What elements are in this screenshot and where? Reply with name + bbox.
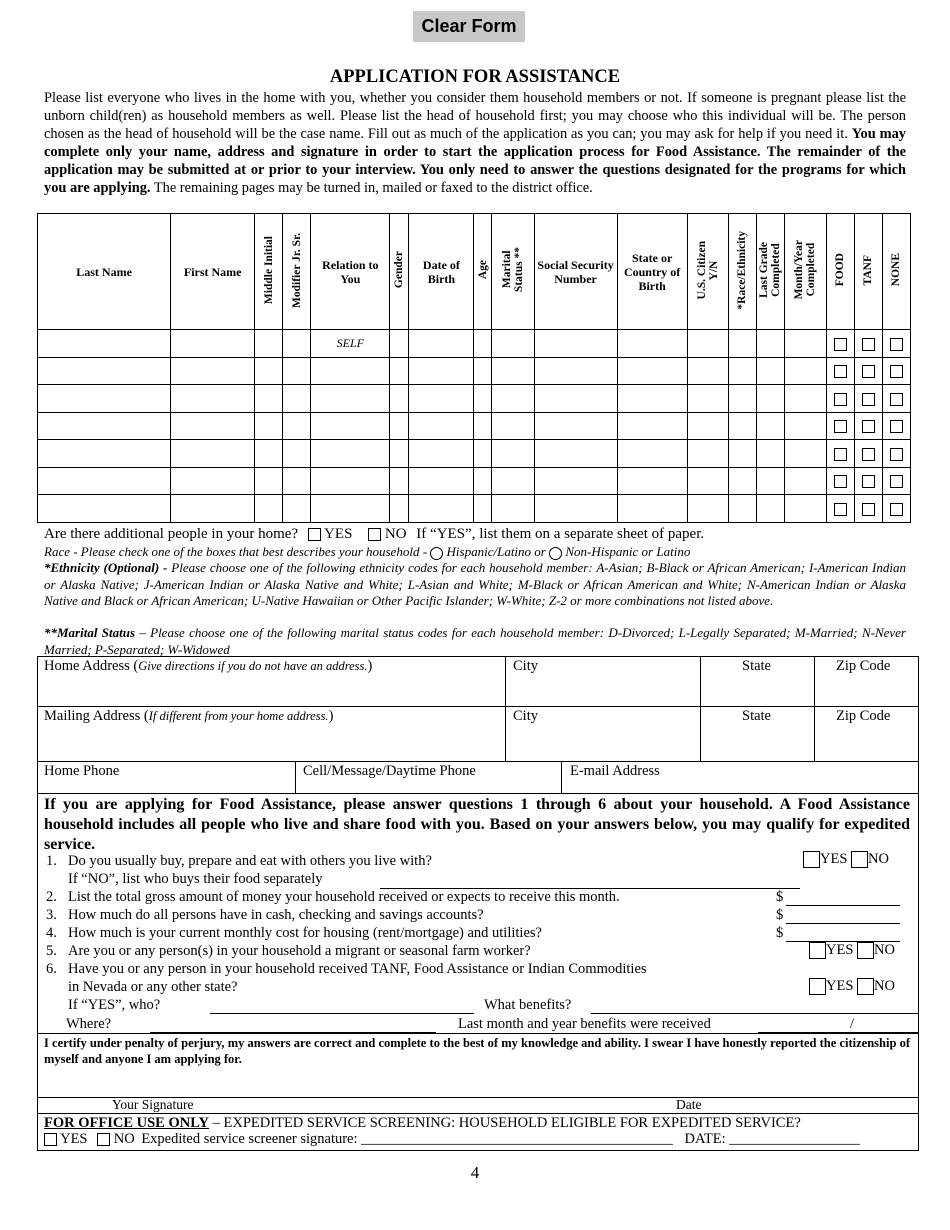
table-row [38,440,911,468]
col-age-label: Age [476,260,489,280]
table-cell[interactable] [390,357,409,385]
table-cell[interactable] [687,495,728,523]
table-cell [854,467,882,495]
mailing-zip-label: Zip Code [836,708,891,724]
col-none [882,214,910,330]
tanf-checkbox[interactable] [862,475,875,488]
food-checkbox[interactable] [834,475,847,488]
q5-no-label: NO [874,942,895,959]
intro-paragraph [44,89,906,197]
table-cell[interactable] [409,467,474,495]
table-cell[interactable] [171,440,255,468]
question-4-text: How much is your current monthly cost for housing (rent/mortgage) and utilities? [68,925,542,941]
table-cell [826,440,854,468]
table-cell[interactable] [687,357,728,385]
table-cell[interactable] [38,357,171,385]
table-cell[interactable] [171,357,255,385]
additional-yes-label: YES [324,526,353,542]
table-cell[interactable] [311,385,390,413]
table-cell[interactable] [311,412,390,440]
none-checkbox[interactable] [890,393,903,406]
table-cell[interactable] [409,495,474,523]
col-month-year-label: Month/Year Completed [793,240,818,300]
office-date-field[interactable]: DATE: __________________ [684,1131,860,1147]
table-cell[interactable] [255,495,283,523]
table-cell[interactable] [756,440,784,468]
q6-no-label: NO [874,978,895,995]
table-cell[interactable] [390,412,409,440]
col-modifier-label: Modifier Jr. Sr. [290,232,303,308]
none-checkbox[interactable] [890,338,903,351]
table-cell[interactable] [728,412,756,440]
ethnicity-text: Please choose one of the following ethnicity codes for each household member: A-Asian; B-Black or African American; I-American Indian or Alaska Native; J-American Indian or Alaska Native and White; L-Asian and White; M-Black or African American and White; N-American Indian or Alaska Native and Black or African American; U-Native Hawaiian or Other Pacific Islander; W-White; Z-2 or more combinations not listed above. [44,560,906,608]
table-cell [826,357,854,385]
q2-amount-field[interactable] [776,889,783,906]
question-5-yes-no [809,942,895,959]
table-cell[interactable] [409,330,474,358]
table-cell[interactable] [171,467,255,495]
question-6 [46,961,647,978]
table-cell[interactable] [283,330,311,358]
col-none-label: NONE [890,253,903,287]
q5-no-checkbox[interactable] [857,942,874,959]
q4-amount-field[interactable] [776,925,783,942]
table-row [38,385,911,413]
question-6-text: Have you or any person in your household received TANF, Food Assistance or Indian Commodities [68,961,647,977]
home-phone-label: Home Phone [44,763,120,779]
table-cell [826,412,854,440]
table-cell[interactable] [784,412,826,440]
table-cell[interactable] [534,495,617,523]
question-2 [46,889,620,906]
table-cell [882,330,910,358]
home-address-label [44,658,372,675]
table-cell[interactable] [534,330,617,358]
home-address-text: Home Address ( [44,658,139,674]
table-row [38,495,911,523]
col-age [474,214,492,330]
table-header-row [38,214,911,330]
home-address-end: ) [367,658,373,674]
non-hispanic-radio[interactable] [549,547,562,560]
table-cell[interactable] [687,412,728,440]
table-cell [826,467,854,495]
table-cell[interactable] [756,412,784,440]
none-checkbox[interactable] [890,420,903,433]
table-body [38,330,911,523]
who-field[interactable] [210,1013,474,1014]
intro-text: Please list everyone who lives in the home with you, whether you consider them household members or not. If someone is pregnant please list the unborn child(ren) as household members as well. Please list the head of household first; you may choose who this individual will be. The person chosen as the head of household will be the case name. Fill out as much of the application as you can; you may ask for help if you need it. [44,90,906,142]
table-cell[interactable] [687,440,728,468]
table-cell[interactable] [390,467,409,495]
col-relation: Relation to You [311,214,390,330]
table-cell [826,385,854,413]
table-cell[interactable] [38,440,171,468]
table-cell[interactable] [728,440,756,468]
home-state-label: State [742,658,771,674]
table-cell[interactable] [756,357,784,385]
question-1 [46,853,432,870]
table-cell[interactable] [390,385,409,413]
table-row [38,330,911,358]
table-cell[interactable] [492,467,534,495]
table-cell[interactable] [171,385,255,413]
table-cell[interactable] [311,467,390,495]
col-citizen-label: U.S. Citizen Y/N [695,240,720,300]
table-cell[interactable] [687,467,728,495]
ethnicity-note [44,560,906,610]
table-cell[interactable] [784,385,826,413]
mailing-city-label: City [513,708,538,724]
question-3-number: 3. [46,907,57,923]
table-cell[interactable] [409,385,474,413]
table-cell[interactable] [171,330,255,358]
table-cell[interactable] [474,440,492,468]
page-number: 4 [470,1163,480,1182]
question-1-number: 1. [46,853,57,869]
col-food [826,214,854,330]
question-4-number: 4. [46,925,57,941]
table-cell[interactable] [409,412,474,440]
table-cell[interactable] [617,357,687,385]
table-cell [882,495,910,523]
marital-text: – Please choose one of the following marital status codes for each household member: D-Divorced; L-Legally Separated; M-Married; N-Never Married; P-Separated; W-Widowed [44,625,906,657]
q5-yes-label: YES [826,942,854,959]
tanf-checkbox[interactable] [862,448,875,461]
office-screening-line [44,1131,860,1148]
additional-no-label: NO [384,526,407,542]
table-cell[interactable] [171,412,255,440]
question-6-number: 6. [46,961,57,977]
table-cell[interactable] [255,385,283,413]
cell-phone-label: Cell/Message/Daytime Phone [303,763,476,779]
mailing-address-note: If different from your home address. [148,709,329,723]
col-grade [756,214,784,330]
col-modifier [283,214,311,330]
page-title: APPLICATION FOR ASSISTANCE [329,67,621,87]
table-cell[interactable] [492,330,534,358]
table-cell[interactable] [38,385,171,413]
mailing-address-end: ) [328,708,334,724]
table-cell[interactable] [283,412,311,440]
question-2-text: List the total gross amount of money your household received or expects to receive this month. [68,889,620,905]
home-city-label: City [513,658,538,674]
table-cell[interactable] [38,330,171,358]
table-cell[interactable] [38,467,171,495]
table-cell[interactable] [756,467,784,495]
none-checkbox[interactable] [890,503,903,516]
question-1-text: Do you usually buy, prepare and eat with others you live with? [68,853,432,869]
question-6b: in Nevada or any other state? [68,979,238,995]
table-cell [854,357,882,385]
col-month-year [784,214,826,330]
col-race-label: *Race/Ethnicity [736,230,749,310]
question-1-yes-no [803,851,889,868]
col-last-name: Last Name [38,214,171,330]
table-cell[interactable] [38,412,171,440]
table-cell [854,495,882,523]
q1-yes-label: YES [820,851,848,868]
table-cell[interactable] [390,495,409,523]
question-2-number: 2. [46,889,57,905]
table-cell [882,385,910,413]
certification-text: I certify under penalty of perjury, my answers are correct and complete to the best of my knowledge and ability. I swear I have honestly reported the citizenship of myself and anyone I am applying for. [44,1036,910,1066]
office-no-checkbox[interactable] [97,1133,110,1146]
table-cell[interactable] [283,385,311,413]
table-cell[interactable] [728,330,756,358]
office-yes-label: YES [60,1131,88,1147]
marital-label: **Marital Status [44,625,136,640]
hispanic-radio[interactable] [430,547,443,560]
food-checkbox[interactable] [834,393,847,406]
col-grade-label: Last Grade Completed [758,242,783,298]
q6-no-checkbox[interactable] [857,978,874,995]
clear-form-button[interactable]: Clear Form [413,11,525,42]
table-cell [854,330,882,358]
table-cell[interactable] [617,385,687,413]
table-cell[interactable] [617,495,687,523]
tanf-checkbox[interactable] [862,365,875,378]
mailing-address-text: Mailing Address ( [44,708,149,724]
tanf-checkbox[interactable] [862,338,875,351]
question-6-yes-no [809,978,895,995]
col-race [728,214,756,330]
none-checkbox[interactable] [890,475,903,488]
table-row [38,467,911,495]
col-dob: Date of Birth [409,214,474,330]
table-cell [882,467,910,495]
table-row [38,412,911,440]
table-cell[interactable] [409,440,474,468]
intro-tail-text: The remaining pages may be turned in, mailed or faxed to the district office. [150,180,593,196]
table-cell[interactable] [728,467,756,495]
table-cell[interactable] [784,467,826,495]
q1-no-label: NO [868,851,889,868]
if-yes-who-label: If “YES”, who? [68,997,161,1013]
table-cell[interactable] [255,467,283,495]
question-1b: If “NO”, list who buys their food separately [68,871,323,887]
food-assistance-heading: If you are applying for Food Assistance, please answer questions 1 through 6 about your household. A Food Assistance household includes all people who live and share food with you. Based on your answers below, you may qualify for expedited service. [44,796,910,853]
question-5-text: Are you or any person(s) in your household a migrant or seasonal farm worker? [68,943,531,959]
q6-yes-checkbox[interactable] [809,978,826,995]
table-cell[interactable] [474,412,492,440]
office-use-text: – EXPEDITED SERVICE SCREENING: HOUSEHOLD ELIGIBLE FOR EXPEDITED SERVICE? [209,1115,801,1131]
table-cell[interactable] [756,385,784,413]
table-cell[interactable] [534,385,617,413]
table-cell[interactable] [474,330,492,358]
table-cell[interactable] [617,440,687,468]
table-cell[interactable] [534,440,617,468]
col-citizen [687,214,728,330]
q2-dollar: $ [776,889,784,906]
q4-dollar: $ [776,925,784,942]
tanf-checkbox[interactable] [862,503,875,516]
table-cell[interactable] [784,440,826,468]
table-cell[interactable] [687,330,728,358]
additional-note: If “YES”, list them on a separate sheet of paper. [416,526,705,542]
ethnicity-label: *Ethnicity (Optional) - [44,560,168,575]
home-address-note: Give directions if you do not have an address. [138,659,368,673]
table-cell[interactable] [617,330,687,358]
table-cell[interactable] [492,440,534,468]
home-zip-label: Zip Code [836,658,891,674]
table-cell[interactable] [534,467,617,495]
question-3-text: How much do all persons have in cash, checking and savings accounts? [68,907,484,923]
table-cell[interactable] [390,440,409,468]
tanf-checkbox[interactable] [862,420,875,433]
table-cell[interactable] [283,357,311,385]
additional-yes-checkbox[interactable] [308,528,321,541]
table-cell[interactable] [784,357,826,385]
col-food-label: FOOD [834,253,847,287]
food-checkbox[interactable] [834,365,847,378]
what-benefits-label: What benefits? [484,997,572,1013]
table-cell [854,440,882,468]
q3-amount-field[interactable] [776,907,783,924]
table-cell[interactable] [617,467,687,495]
table-cell[interactable] [617,412,687,440]
table-cell[interactable] [492,357,534,385]
q6-yes-label: YES [826,978,854,995]
table-cell[interactable] [728,385,756,413]
table-cell[interactable] [311,440,390,468]
date-label: Date [676,1097,702,1112]
office-no-label: NO [113,1131,135,1147]
table-cell[interactable]: SELF [311,330,390,358]
none-checkbox[interactable] [890,448,903,461]
race-line [44,544,690,560]
tanf-checkbox[interactable] [862,393,875,406]
intro-bold-text: You may complete only your name, address and signature in order to start the application process for Food Assistance. The remainder of the application may be submitted at or prior to your interview. You only need to answer the questions designated for the programs for which you are applying. [44,126,906,196]
food-checkbox[interactable] [834,420,847,433]
mailing-address-label [44,708,333,725]
food-checkbox[interactable] [834,338,847,351]
hispanic-label: Hispanic/Latino or [446,544,546,559]
table-cell[interactable] [492,385,534,413]
table-row [38,357,911,385]
table-cell[interactable] [756,330,784,358]
benefits-field[interactable] [591,1013,918,1014]
last-month-field[interactable] [758,1032,918,1033]
table-cell[interactable] [311,357,390,385]
col-gender [390,214,409,330]
table-cell [854,385,882,413]
food-checkbox[interactable] [834,503,847,516]
table-cell[interactable] [255,357,283,385]
table-cell[interactable] [534,412,617,440]
table-cell[interactable] [409,357,474,385]
table-cell[interactable] [390,330,409,358]
table-cell [854,412,882,440]
mailing-state-label: State [742,708,771,724]
table-cell[interactable] [171,495,255,523]
table-cell[interactable] [283,467,311,495]
table-cell[interactable] [756,495,784,523]
none-checkbox[interactable] [890,365,903,378]
question-3 [46,907,484,924]
office-use-line [44,1115,801,1132]
q1-yes-checkbox[interactable] [803,851,820,868]
col-middle-initial-label: Middle Initial [262,235,275,305]
table-cell [826,495,854,523]
table-cell [826,330,854,358]
col-tanf-label: TANF [862,254,875,286]
office-yes-checkbox[interactable] [44,1133,57,1146]
col-first-name: First Name [171,214,255,330]
table-cell[interactable] [784,330,826,358]
table-cell[interactable] [534,357,617,385]
office-use-label: FOR OFFICE USE ONLY [44,1115,210,1131]
additional-people-question [44,526,704,543]
table-cell[interactable] [492,495,534,523]
table-cell[interactable] [311,495,390,523]
table-cell[interactable] [283,495,311,523]
table-cell[interactable] [784,495,826,523]
table-cell[interactable] [255,412,283,440]
q1-no-checkbox[interactable] [851,851,868,868]
col-tanf [854,214,882,330]
where-label: Where? [66,1016,112,1032]
col-gender-label: Gender [393,251,406,289]
table-cell[interactable] [283,440,311,468]
q3-dollar: $ [776,907,784,924]
race-text: Race - Please check one of the boxes that best describes your household - [44,544,428,559]
screener-signature-field[interactable]: Expedited service screener signature: ___________________________________________ [141,1131,673,1147]
table-cell [882,440,910,468]
question-5 [46,943,531,960]
table-cell[interactable] [474,467,492,495]
household-members-table [37,213,911,523]
table-cell[interactable] [728,357,756,385]
email-label: E-mail Address [570,763,660,779]
col-marital [492,214,534,330]
table-cell[interactable] [492,412,534,440]
table-cell[interactable] [474,495,492,523]
col-middle-initial [255,214,283,330]
additional-no-checkbox[interactable] [368,528,381,541]
table-cell[interactable] [255,330,283,358]
col-marital-label: Marital Status ** [500,247,525,293]
food-checkbox[interactable] [834,448,847,461]
question-4 [46,925,542,942]
col-birthplace: State or Country of Birth [617,214,687,330]
table-cell [882,357,910,385]
table-cell[interactable] [474,385,492,413]
question-5-number: 5. [46,943,57,959]
additional-question-text: Are there additional people in your home? [44,526,299,542]
last-month-slash: / [850,1016,855,1032]
col-ssn: Social Security Number [534,214,617,330]
signature-label: Your Signature [112,1097,194,1112]
table-cell [882,412,910,440]
table-cell[interactable] [728,495,756,523]
table-cell[interactable] [474,357,492,385]
table-cell[interactable] [687,385,728,413]
q5-yes-checkbox[interactable] [809,942,826,959]
last-month-label: Last month and year benefits were received [458,1016,711,1032]
marital-note [44,625,906,658]
table-cell[interactable] [255,440,283,468]
table-cell[interactable] [38,495,171,523]
non-hispanic-label: Non-Hispanic or Latino [565,544,691,559]
